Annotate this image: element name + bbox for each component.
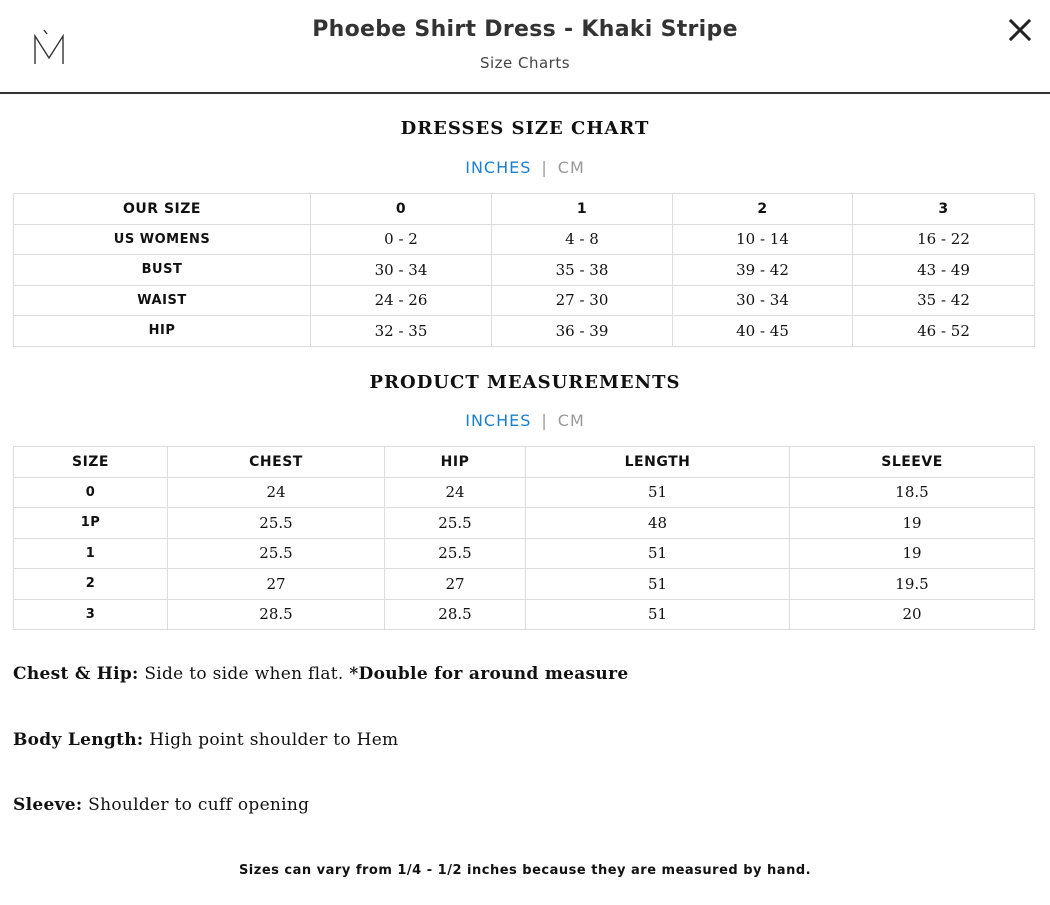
table-cell: 19 [790,538,1035,569]
column-header: 1 [492,194,673,225]
page-title: Phoebe Shirt Dress - Khaki Stripe [312,17,738,42]
modal-header [0,0,1050,94]
product-measurements-title: PRODUCT MEASUREMENTS [369,372,681,393]
cm-tab[interactable]: CM [557,158,585,177]
table-cell: 20 [790,599,1035,630]
table-cell: 30 - 34 [311,255,492,286]
table-cell: 28.5 [168,599,385,630]
table-row [14,508,1035,539]
table-row [14,599,1035,630]
table-cell: 25.5 [168,538,385,569]
row-header: 1 [14,538,168,569]
note-text: Shoulder to cuff opening [82,795,310,815]
row-header: WAIST [14,285,311,316]
table-cell: 18.5 [790,477,1035,508]
row-header: 2 [14,569,168,600]
unit-separator: | [541,158,548,177]
unit-separator: | [541,411,548,430]
table-cell: 4 - 8 [492,224,673,255]
table-row [14,538,1035,569]
table-cell: 30 - 34 [673,285,853,316]
table-header-row [14,447,1035,478]
note-text: Side to side when flat. [138,664,350,684]
table-cell: 24 - 26 [311,285,492,316]
measurements-unit-toggle [0,411,1050,430]
note-label: Sleeve: [13,795,83,815]
table-cell: 46 - 52 [853,316,1035,347]
table-cell: 24 [168,477,385,508]
column-header: LENGTH [526,447,790,478]
table-cell: 19.5 [790,569,1035,600]
column-header: 0 [311,194,492,225]
table-cell: 28.5 [385,599,526,630]
table-cell: 51 [526,538,790,569]
table-row [14,255,1035,286]
column-header: 2 [673,194,853,225]
table-cell: 40 - 45 [673,316,853,347]
column-header: SIZE [14,447,168,478]
table-cell: 0 - 2 [311,224,492,255]
table-row [14,285,1035,316]
table-cell: 27 [385,569,526,600]
inches-tab[interactable]: INCHES [465,158,532,177]
note-emphasis: *Double for around measure [349,664,629,684]
table-row [14,224,1035,255]
table-cell: 24 [385,477,526,508]
note-body-length [13,730,398,750]
table-cell: 25.5 [168,508,385,539]
dresses-chart-title: DRESSES SIZE CHART [400,118,650,139]
note-label: Chest & Hip: [13,664,139,684]
cm-tab[interactable]: CM [557,411,585,430]
table-cell: 25.5 [385,508,526,539]
inches-tab[interactable]: INCHES [465,411,532,430]
note-sleeve [13,795,309,815]
table-cell: 36 - 39 [492,316,673,347]
table-cell: 51 [526,569,790,600]
table-cell: 51 [526,477,790,508]
column-header: 3 [853,194,1035,225]
table-cell: 39 - 42 [673,255,853,286]
footer-note: Sizes can vary from 1/4 - 1/2 inches because they are measured by hand. [238,863,812,878]
note-label: Body Length: [13,730,144,750]
table-header-row [14,194,1035,225]
table-cell: 10 - 14 [673,224,853,255]
table-cell: 35 - 38 [492,255,673,286]
table-cell: 32 - 35 [311,316,492,347]
table-cell: 43 - 49 [853,255,1035,286]
dresses-size-table [13,193,1035,347]
column-header: CHEST [168,447,385,478]
table-cell: 16 - 22 [853,224,1035,255]
row-header: 1P [14,508,168,539]
table-cell: 19 [790,508,1035,539]
dresses-unit-toggle [0,158,1050,177]
row-header: 0 [14,477,168,508]
page-subtitle: Size Charts [479,54,571,72]
table-cell: 35 - 42 [853,285,1035,316]
table-cell: 25.5 [385,538,526,569]
row-header: BUST [14,255,311,286]
table-row [14,569,1035,600]
column-header: HIP [385,447,526,478]
close-icon[interactable] [1004,14,1036,46]
column-header: SLEEVE [790,447,1035,478]
table-row [14,477,1035,508]
table-cell: 51 [526,599,790,630]
table-cell: 27 [168,569,385,600]
note-text: High point shoulder to Hem [143,730,399,750]
row-header: US WOMENS [14,224,311,255]
note-chest-hip [13,664,628,684]
table-cell: 48 [526,508,790,539]
table-cell: 27 - 30 [492,285,673,316]
table-row [14,316,1035,347]
row-header: HIP [14,316,311,347]
column-header: OUR SIZE [14,194,311,225]
product-measurements-table [13,446,1035,630]
row-header: 3 [14,599,168,630]
